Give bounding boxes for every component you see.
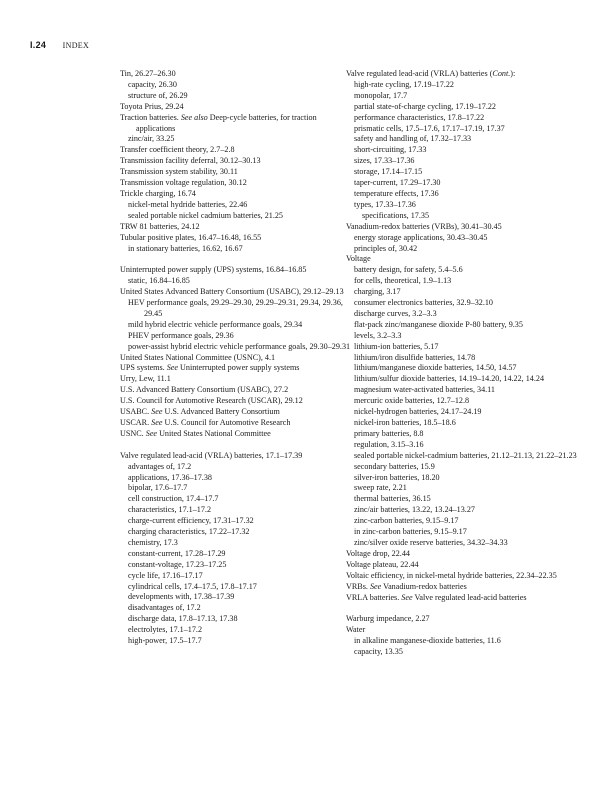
entry-text: Urry, Lew, 11.1 [120,374,171,384]
entry-text: short-circuiting, 17.33 [354,145,427,155]
index-entry [346,494,582,505]
index-entry [120,538,356,549]
index-entry [120,473,356,484]
index-entry [346,178,582,189]
index-entry [346,451,582,462]
index-entry [120,374,356,385]
index-entry [346,473,582,484]
entry-text: in zinc-carbon batteries, 9.15–9.17 [354,527,467,537]
index-entry [120,102,356,113]
index-entry [346,483,582,494]
index-entry [346,440,582,451]
index-entry [346,560,582,571]
entry-term: Traction batteries. [120,112,181,122]
index-entry [346,80,582,91]
index-entry [120,483,356,494]
entry-text: mercuric oxide batteries, 12.7–12.8 [354,396,470,406]
entry-text: in alkaline manganese-dioxide batteries, 11.6 [354,636,501,646]
entry-text: prismatic cells, 17.5–17.6, 17.17–17.19, 17.37 [354,123,505,133]
index-entry [346,298,582,309]
see-reference: See [401,592,413,602]
index-entry [346,200,582,211]
entry-text: ): [510,69,516,78]
index-entry [120,178,356,189]
index-entry [120,592,356,603]
index-entry [120,233,356,244]
entry-text: energy storage applications, 30.43–30.45 [354,232,488,242]
entry-text: nickel-iron batteries, 18.5–18.6 [354,418,456,427]
entry-text: monopolar, 17.7 [354,90,408,100]
entry-text: disadvantages of, 17.2 [128,603,201,613]
entry-text: for cells, theoretical, 1.9–1.13 [354,276,452,286]
entry-text: U.S. Advanced Battery Consortium [162,407,280,417]
index-entry [120,134,356,145]
entry-text: nickel-metal hydride batteries, 22.46 [128,199,248,209]
entry-text: storage, 17.14–17.15 [354,167,423,177]
entry-text: cell construction, 17.4–17.7 [128,494,219,504]
entry-text: temperature effects, 17.36 [354,188,439,198]
index-entry [346,222,582,233]
entry-term: USCAR. [120,417,152,427]
entry-text: lithium/iron disulfide batteries, 14.78 [354,352,476,362]
entry-text: Tubular positive plates, 16.47–16.48, 16.55 [120,232,262,242]
entry-text: Deep-cycle batteries, for traction applications [136,112,317,133]
entry-text: partial state-of-charge cycling, 17.19–17.22 [354,101,496,111]
index-entry [120,211,356,222]
entry-text: United States National Committee [157,428,271,438]
entry-term: USNC. [120,428,146,438]
entry-text: Toyota Prius, 29.24 [120,101,184,111]
entry-text: battery design, for safety, 5.4–5.6 [354,265,463,275]
entry-text: Voltage drop, 22.44 [346,548,410,558]
entry-text: Tin, 26.27–26.30 [120,69,176,78]
index-entry [346,342,582,353]
entry-text: capacity, 13.35 [354,647,403,657]
index-entry [120,407,356,418]
entry-text: Warburg impedance, 2.27 [346,614,430,624]
index-entry [346,320,582,331]
entry-text: Transmission facility deferral, 30.12–30.13 [120,156,261,166]
entry-text: mild hybrid electric vehicle performance goals, 29.34 [128,319,303,329]
entry-text: taper-current, 17.29–17.30 [354,178,441,188]
entry-text: silver-iron batteries, 18.20 [354,472,440,482]
entry-text: Valve regulated lead-acid batteries [412,592,527,602]
entry-term: USABC. [120,407,152,417]
see-reference: See [145,428,158,438]
running-title: INDEX [62,41,90,50]
entry-text: thermal batteries, 36.15 [354,494,431,504]
index-entry [346,396,582,407]
entry-text: sealed portable nickel-cadmium batteries, 21.12–21.13, 21.22–21.23 [354,450,577,460]
entry-text: U.S. Council for Automotive Research (USCAR), 29.12 [120,396,303,406]
index-entry [120,582,356,593]
index-entry [120,353,356,364]
index-entry [120,276,356,287]
entry-text: high-rate cycling, 17.19–17.22 [354,79,454,89]
entry-text: Transmission voltage regulation, 30.12 [120,178,247,188]
index-entry [120,69,356,80]
index-entry [120,342,356,353]
entry-text: applications, 17.36–17.38 [128,472,212,482]
index-entry [346,527,582,538]
entry-text: sealed portable nickel cadmium batteries, 21.25 [128,210,283,220]
index-entry [120,571,356,582]
entry-text: magnesium water-activated batteries, 34.11 [354,385,495,395]
index-entry [346,549,582,560]
index-entry [346,331,582,342]
entry-text: power-assist hybrid electric vehicle performance goals, 29.30–29.31 [128,341,351,351]
index-entry [120,320,356,331]
index-entry [120,636,356,647]
index-entry [346,189,582,200]
index-entry [346,363,582,374]
entry-text: Voltaic efficiency, in nickel-metal hydride batteries, 22.34–22.35 [346,570,557,580]
entry-term: Valve regulated lead-acid (VRLA) batteries ( [346,69,493,78]
entry-text: cycle life, 17.16–17.17 [128,570,203,580]
index-entry [346,418,582,429]
index-entry [120,287,356,298]
entry-text: charging, 3.17 [354,287,401,297]
index-entry [120,429,356,440]
index-entry [346,265,582,276]
index-entry [346,134,582,145]
entry-text: Valve regulated lead-acid (VRLA) batteries, 17.1–17.39 [120,450,303,460]
index-entry [120,418,356,429]
index-entry [346,429,582,440]
index-entry [120,244,356,255]
entry-text: high-power, 17.5–17.7 [128,636,202,646]
index-entry [346,309,582,320]
entry-text: Transmission system stability, 30.11 [120,167,238,177]
index-entry [120,189,356,200]
entry-term: VRBs. [346,581,370,591]
entry-text: Transfer coefficient theory, 2.7–2.8 [120,145,235,155]
index-column-right [346,69,582,658]
entry-text: lithium/sulfur dioxide batteries, 14.19–14.20, 14.22, 14.24 [354,374,545,384]
entry-text: Voltage plateau, 22.44 [346,559,419,569]
index-entry [120,516,356,527]
entry-text: Trickle charging, 16.74 [120,188,196,198]
index-entry [346,647,582,658]
entry-text: discharge data, 17.8–17.13, 17.38 [128,614,238,624]
entry-text: HEV performance goals, 29.29–29.30, 29.29–29.31, 29.34, 29.36, 29.45 [128,298,343,318]
index-entry [346,124,582,135]
index-entry [120,462,356,473]
entry-text: levels, 3.2–3.3 [354,330,402,340]
entry-text: constant-voltage, 17.23–17.25 [128,559,227,569]
entry-term: UPS systems. [120,363,167,373]
entry-text: zinc-carbon batteries, 9.15–9.17 [354,516,459,526]
entry-text: Voltage [346,254,371,264]
index-entry [120,396,356,407]
index-entry [346,593,582,604]
index-entry [346,636,582,647]
index-entry [120,113,356,135]
index-entry [120,167,356,178]
entry-text: structure of, 26.29 [128,90,188,100]
entry-text: primary batteries, 8.8 [354,428,424,438]
entry-text: U.S. Council for Automotive Research [162,417,291,427]
entry-text: TRW 81 batteries, 24.12 [120,221,200,231]
index-entry [120,385,356,396]
index-entry [346,254,582,265]
index-entry [346,244,582,255]
entry-text: specifications, 17.35 [362,210,430,220]
index-entry [120,91,356,102]
index-entry [120,200,356,211]
entry-text: in stationary batteries, 16.62, 16.67 [128,243,243,253]
see-reference: See [151,417,163,427]
index-entry [346,505,582,516]
entry-text: lithium/manganese dioxide batteries, 14.50, 14.57 [354,363,517,373]
index-entry [346,102,582,113]
index-entry [346,91,582,102]
entry-text: bipolar, 17.6–17.7 [128,483,188,493]
index-entry [346,571,582,582]
see-reference: Cont. [492,69,511,78]
index-entry [346,614,582,625]
index-entry [346,287,582,298]
entry-text: Uninterrupted power supply systems [178,363,300,373]
entry-text: advantages of, 17.2 [128,461,192,471]
entry-text: sizes, 17.33–17.36 [354,156,415,166]
index-entry [346,407,582,418]
entry-text: lithium-ion batteries, 5.17 [354,341,439,351]
index-entry [120,560,356,571]
index-entry [120,614,356,625]
entry-text: zinc/air, 33.25 [128,134,175,144]
entry-text: U.S. Advanced Battery Consortium (USABC), 27.2 [120,385,289,395]
entry-text: charge-current efficiency, 17.31–17.32 [128,516,254,526]
index-entry [346,69,582,80]
index-entry [346,516,582,527]
index-entry [346,167,582,178]
index-entry [346,582,582,593]
entry-text: capacity, 26.30 [128,79,177,89]
index-entry [120,80,356,91]
index-entry [346,156,582,167]
entry-text: safety and handling of, 17.32–17.33 [354,134,472,144]
entry-text: constant-current, 17.28–17.29 [128,548,226,558]
entry-text: chemistry, 17.3 [128,537,178,547]
entry-text: types, 17.33–17.36 [354,199,416,209]
index-entry [120,625,356,636]
see-reference: See [166,363,179,373]
index-entry [346,625,582,636]
index-entry [346,353,582,364]
entry-text: Vanadium-redox batteries (VRBs), 30.41–30.45 [346,221,502,231]
index-entry [346,374,582,385]
entry-text: Vanadium-redox batteries [381,581,467,591]
entry-text: performance characteristics, 17.8–17.22 [354,112,485,122]
index-entry [120,549,356,560]
entry-text: static, 16.84–16.85 [128,276,190,286]
index-entry [346,276,582,287]
index-entry [346,538,582,549]
index-entry [120,222,356,233]
index-entry [120,451,356,462]
entry-text: electrolytes, 17.1–17.2 [128,625,203,635]
entry-text: characteristics, 17.1–17.2 [128,505,212,515]
entry-text: regulation, 3.15–3.16 [354,439,424,449]
index-entry [120,363,356,374]
index-column-left [120,69,356,647]
entry-term: VRLA batteries. [346,592,402,602]
index-entry [120,298,356,320]
index-entry [120,331,356,342]
entry-text: consumer electronics batteries, 32.9–32.10 [354,298,493,308]
entry-text: United States Advanced Battery Consortium (USABC), 29.12–29.13 [120,287,344,297]
index-entry [120,494,356,505]
index-entry [346,145,582,156]
index-entry [120,603,356,614]
index-entry [346,462,582,473]
entry-text: United States National Committee (USNC), 4.1 [120,352,276,362]
see-reference: See also [180,112,208,122]
entry-text: zinc/silver oxide reserve batteries, 34.32–34.33 [354,537,508,547]
page-number: I.24 [30,40,47,50]
entry-text: sweep rate, 2.21 [354,483,407,493]
entry-text: developments with, 17.38–17.39 [128,592,235,602]
index-entry [346,211,582,222]
index-entry [120,527,356,538]
entry-text: principles of, 30.42 [354,243,418,253]
entry-text: secondary batteries, 15.9 [354,461,435,471]
index-entry [120,156,356,167]
entry-text: zinc/air batteries, 13.22, 13.24–13.27 [354,505,475,515]
index-entry [120,505,356,516]
entry-text: PHEV performance goals, 29.36 [128,330,234,340]
entry-text: discharge curves, 3.2–3.3 [354,308,437,318]
index-entry [120,145,356,156]
index-entry [346,113,582,124]
see-reference: See [151,407,163,417]
entry-text: flat-pack zinc/manganese dioxide P-80 battery, 9.35 [354,319,523,329]
see-reference: See [369,581,382,591]
entry-text: Water [346,625,366,635]
index-entry [120,265,356,276]
page-header [30,40,89,50]
entry-text: charging characteristics, 17.22–17.32 [128,527,250,537]
index-entry [346,385,582,396]
entry-text: Uninterrupted power supply (UPS) systems, 16.84–16.85 [120,265,307,275]
entry-text: nickel-hydrogen batteries, 24.17–24.19 [354,407,482,417]
index-entry [346,233,582,244]
entry-text: cylindrical cells, 17.4–17.5, 17.8–17.17 [128,581,257,591]
